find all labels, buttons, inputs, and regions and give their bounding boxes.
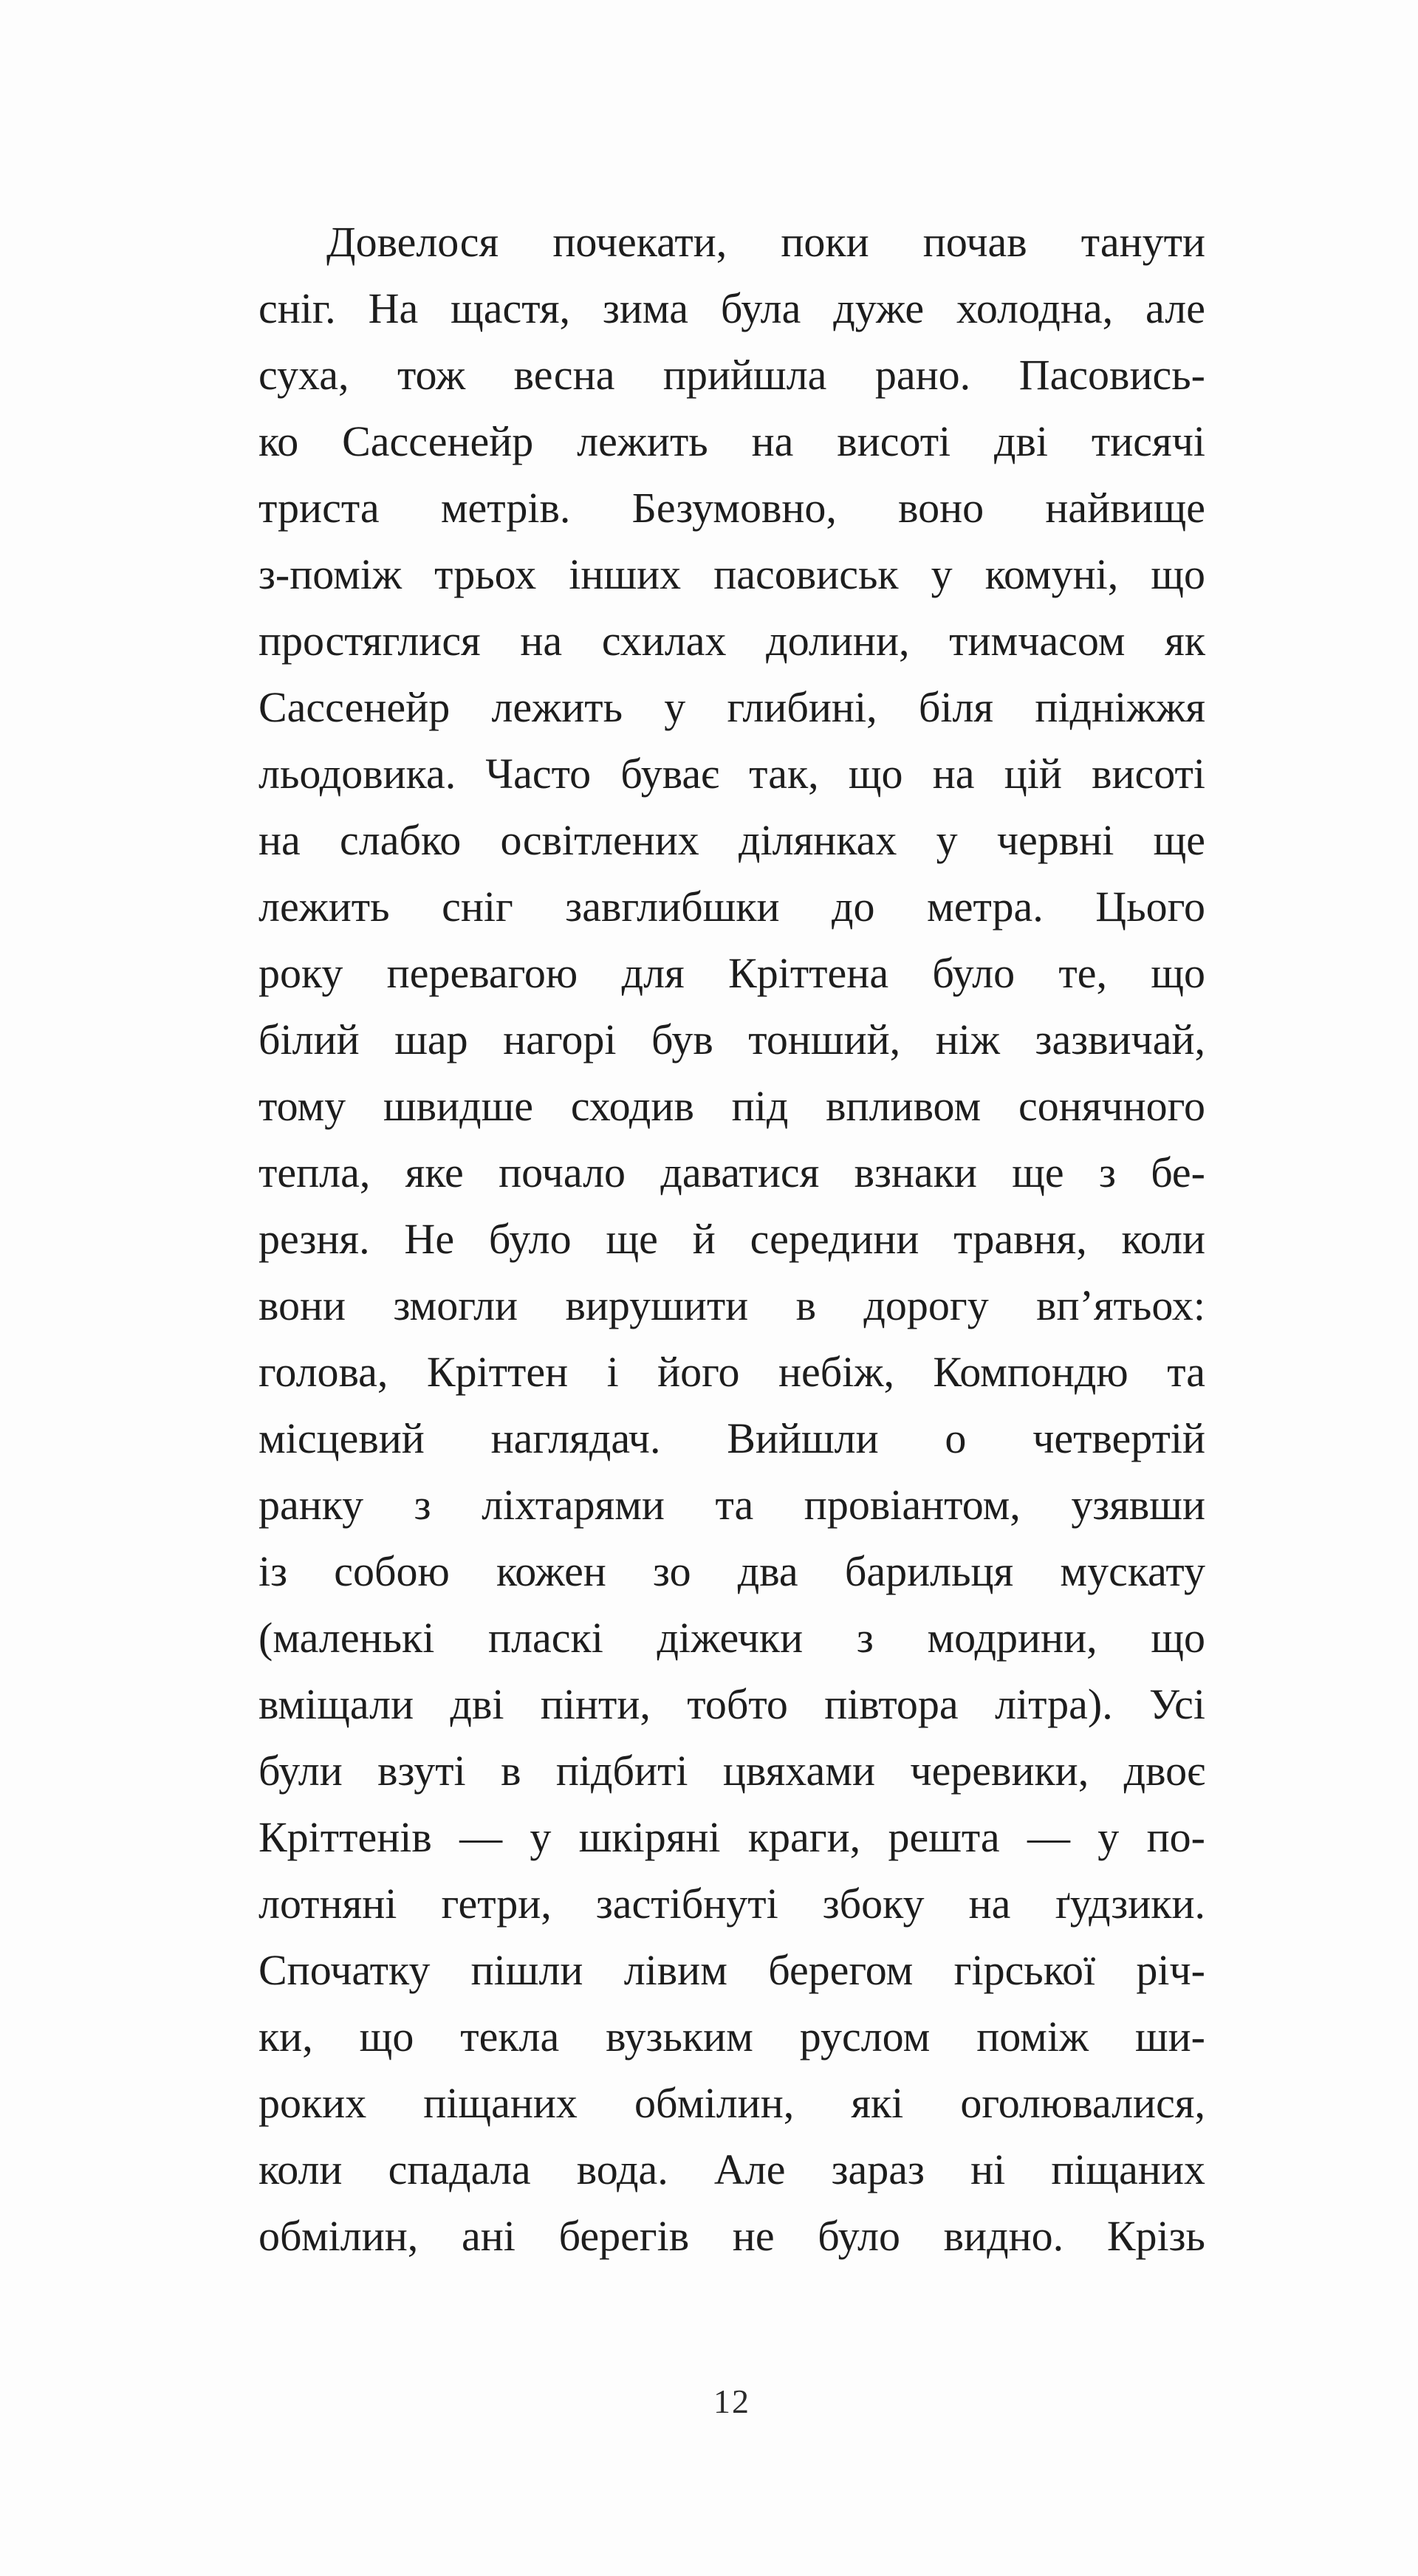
text-line: льодовика. Часто буває так, що на цій висоті [258,750,1205,798]
text-line: простяглися на схилах долини, тимчасом як [258,617,1205,665]
text-line: Довелося почекати, поки почав танути [326,218,1205,266]
text-line: голова, Кріттен і його небіж, Компондю та [258,1348,1205,1396]
text-line: Спочатку пішли лівим берегом гірської річ- [258,1946,1205,1994]
text-line: сніг. На щастя, зима була дуже холодна, але [258,284,1205,332]
text-line: тепла, яке почало даватися взнаки ще з бе- [258,1148,1205,1196]
text-line: роких піщаних обмілин, які оголювалися, [258,2079,1205,2127]
text-line: ко Сассенейр лежить на висоті дві тисячі [258,417,1205,465]
text-line: року перевагою для Кріттена було те, що [258,949,1205,997]
text-line: білий шар нагорі був тонший, ніж зазвичай, [258,1015,1205,1063]
text-line: вони змогли вирушити в дорогу вп’ятьох: [258,1281,1205,1329]
text-line: тому швидше сходив під впливом сонячного [258,1082,1205,1130]
text-line: Сассенейр лежить у глибині, біля підніжжя [258,683,1205,731]
text-line: лотняні гетри, застібнуті збоку на ґудзики. [258,1880,1205,1928]
text-line: обмілин, ані берегів не було видно. Крізь [258,2212,1205,2260]
text-line: ранку з ліхтарями та провіантом, узявши [258,1481,1205,1529]
page-text-block [258,209,1205,2270]
text-line: із собою кожен зо два барильця мускату [258,1547,1205,1595]
text-line: резня. Не було ще й середини травня, коли [258,1215,1205,1263]
text-line: місцевий наглядач. Вийшли о четвертій [258,1414,1205,1462]
text-line: триста метрів. Безумовно, воно найвище [258,484,1205,532]
text-line: вміщали дві пінти, тобто півтора літра). Усі [258,1680,1205,1728]
text-line: на слабко освітлених ділянках у червні ще [258,816,1205,864]
text-line: ки, що текла вузьким руслом поміж ши- [258,2012,1205,2061]
text-line: суха, тож весна прийшла рано. Пасовись- [258,351,1205,399]
text-line: Кріттенів — у шкіряні краги, решта — у по- [258,1813,1205,1861]
text-line: (маленькі пласкі діжечки з модрини, що [258,1614,1205,1662]
text-line: лежить сніг завглибшки до метра. Цього [258,883,1205,931]
text-line: коли спадала вода. Але зараз ні піщаних [258,2145,1205,2193]
page-number: 12 [713,2383,750,2420]
text-line: були взуті в підбиті цвяхами черевики, двоє [258,1747,1205,1795]
text-line: з-поміж трьох інших пасовиськ у комуні, що [258,550,1205,598]
